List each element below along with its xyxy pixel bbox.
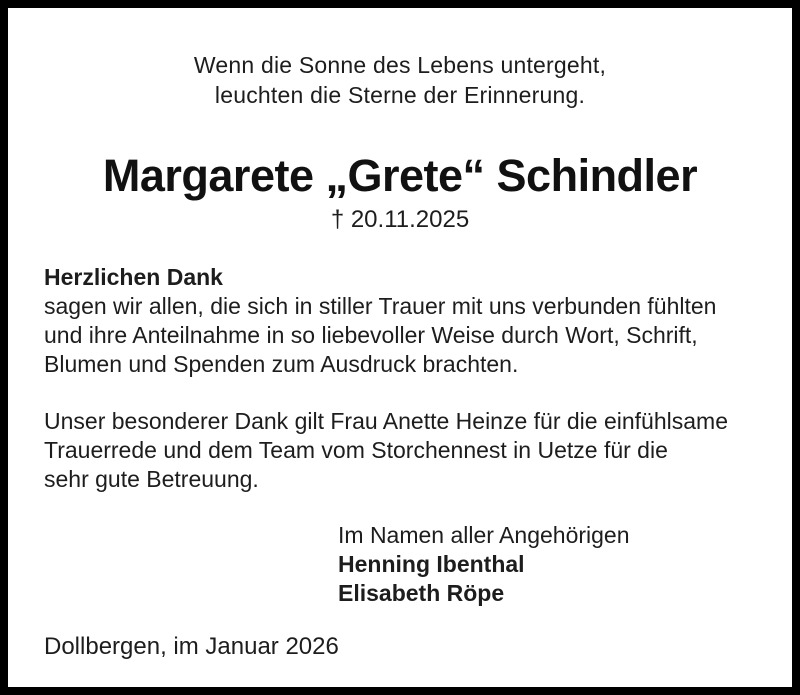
memorial-verse [8,50,792,110]
deceased-name: Margarete „Grete“ Schindler [102,150,698,201]
mourner-name-2: Elisabeth Röpe [338,580,505,606]
obituary-notice [8,8,792,687]
special-thanks-paragraph [44,407,756,494]
place-date-line: Dollbergen, im Januar 2026 [44,633,339,660]
paragraph1-line-3: Blumen und Spenden zum Ausdruck brachten. [44,351,519,377]
paragraph1-line-1: sagen wir allen, die sich in stiller Trauer mit uns verbunden fühlten [44,293,717,319]
paragraph1-line-2: und ihre Anteilnahme in so liebevoller Weise durch Wort, Schrift, [44,322,698,348]
family-signature-block [338,521,792,608]
paragraph2-line-3: sehr gute Betreuung. [44,466,259,492]
verse-line-1: Wenn die Sonne des Lebens untergeht, [193,52,607,78]
paragraph2-line-1: Unser besonderer Dank gilt Frau Anette Heinze für die einfühlsame [44,408,728,434]
death-date: † 20.11.2025 [330,206,470,233]
verse-line-2: leuchten die Sterne der Erinnerung. [214,82,586,108]
mourner-name-1: Henning Ibenthal [338,551,525,577]
closing-line: Im Namen aller Angehörigen [338,522,630,548]
thanks-heading: Herzlichen Dank [44,264,223,290]
paragraph2-line-2: Trauerrede und dem Team vom Storchennest in Uetze für die [44,437,668,463]
thanks-paragraph [44,292,756,379]
